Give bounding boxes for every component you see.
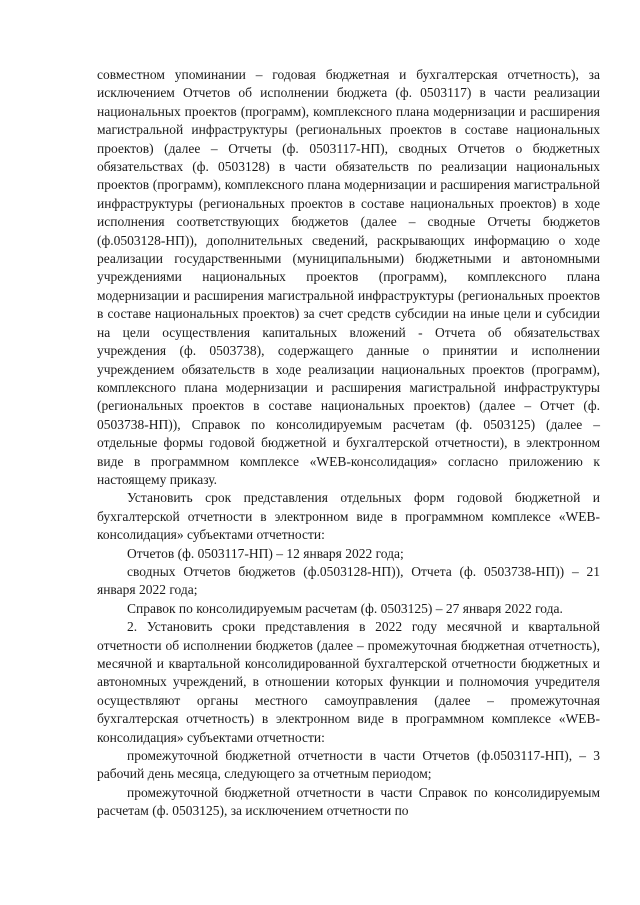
paragraph-interim-0503117: промежуточной бюджетной отчетности в части Отчетов (ф.0503117-НП), – 3 рабочий день месяца, следующего за отчетным периодом; (97, 748, 600, 782)
paragraph-deadline-0503125: Справок по консолидируемым расчетам (ф. 0503125) – 27 января 2022 года. (127, 600, 563, 616)
paragraph-deadline-0503117: Отчетов (ф. 0503117-НП) – 12 января 2022 года; (127, 545, 404, 561)
paragraph-interim-0503125: промежуточной бюджетной отчетности в части Справок по консолидируемым расчетам (ф. 0503125), за исключением отчетности по (97, 784, 600, 819)
paragraph-item-2: 2. Установить сроки представления в 2022 году месячной и квартальной отчетности об исполнении бюджетов (далее – промежуточная бюджетная отчетность), месячной и квартальной консолидированной бухгалтерской отчетности бюджетных и автономных учреждений, в отношении которых функции и полномочия учредителя осуществляют органы местного самоуправления (далее – промежуточная бухгалтерская отчетность) в электронном виде в программном комплексе «WEB-консолидация» субъектами отчетности: (97, 619, 600, 745)
document-body (97, 66, 600, 821)
paragraph-deadline-intro: Установить срок представления отдельных форм годовой бюджетной и бухгалтерской отчетности в электронном виде в программном комплексе «WEB-консолидация» субъектами отчетности: (97, 490, 600, 543)
paragraph-deadline-0503128: сводных Отчетов бюджетов (ф.0503128-НП)), Отчета (ф. 0503738-НП)) – 21 января 2022 года; (97, 563, 600, 598)
paragraph-continuation: совместном упоминании – годовая бюджетная и бухгалтерская отчетность), за исключением Отчетов об исполнении бюджета (ф. 0503117) в части реализации национальных проектов (программ), комплексного плана модернизации и расширения магистральной инфраструктуры (региональных проектов в составе национальных проектов) (далее – Отчеты (ф. 0503117-НП), сводных Отчетов о бюджетных обязательствах (ф. 0503128) в части обязательств по реализации национальных проектов (программ), комплексного плана модернизации и расширения магистральной инфраструктуры (региональных проектов в составе национальных проектов) в ходе исполнения соответствующих бюджетов (далее – сводные Отчеты бюджетов (ф.0503128-НП)), дополнительных сведений, раскрывающих информацию о ходе реализации государственными (муниципальными) бюджетными и автономными учреждениями национальных проектов (программ), комплексного плана модернизации и расширения магистральной инфраструктуры (региональных проектов в составе национальных проектов) за счет средств субсидии на иные цели и субсидии на цели осуществления капитальных вложений - Отчета об обязательствах учреждения (ф. 0503738), содержащего данные о принятии и исполнении учреждением обязательств в ходе реализации национальных проектов (программ), комплексного плана модернизации и расширения магистральной инфраструктуры (региональных проектов в составе национальных проектов) (далее – Отчет (ф. 0503738-НП)), Справок по консолидируемым расчетам (ф. 0503125) (далее – отдельные формы годовой бюджетной и бухгалтерской отчетности), в электронном виде в программном комплексе «WEB-консолидация» согласно приложению к настоящему приказу. (97, 67, 600, 487)
